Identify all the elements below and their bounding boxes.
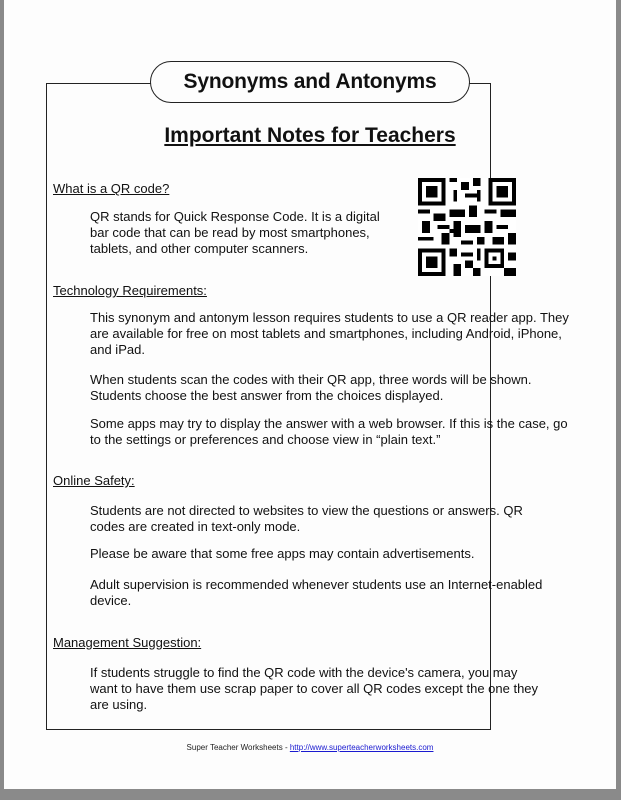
qr-code-icon	[418, 178, 516, 276]
footer-text: Super Teacher Worksheets -	[186, 743, 290, 752]
section-title-technology: Technology Requirements:	[53, 283, 207, 298]
section-title-qr: What is a QR code?	[53, 181, 170, 196]
footer-link[interactable]: http://www.superteacherworksheets.com	[289, 743, 434, 752]
document-page	[4, 0, 616, 789]
paragraph: Some apps may try to display the answer with a web browser. If this is the case, go to the settings or preferences and choose view in “plain text.”	[90, 416, 568, 447]
section-title-safety: Online Safety:	[53, 473, 135, 488]
banner-title: Synonyms and Antonyms	[150, 61, 470, 103]
paragraph: This synonym and antonym lesson requires students to use a QR reader app. They are available for free on most tablets and smartphones, including Android, iPhone, and iPad.	[90, 310, 569, 357]
paragraph: If students struggle to find the QR code with the device's camera, you may want to have them use scrap paper to cover all QR codes except the one they are using.	[90, 665, 539, 712]
section-title-management: Management Suggestion:	[53, 635, 202, 650]
page-heading: Important Notes for Teachers	[164, 124, 456, 147]
paragraph: Students are not directed to websites to view the questions or answers. QR codes are created in text-only mode.	[90, 503, 523, 534]
footer	[4, 743, 616, 752]
paragraph: When students scan the codes with their QR app, three words will be shown. Students choose the best answer from the choices displayed.	[90, 372, 532, 403]
paragraph: Adult supervision is recommended whenever students use an Internet-enabled device.	[90, 577, 543, 608]
paragraph: Please be aware that some free apps may contain advertisements.	[90, 546, 475, 561]
paragraph: QR stands for Quick Response Code. It is a digital bar code that can be read by most smartphones, tablets, and other computer scanners.	[90, 209, 380, 256]
